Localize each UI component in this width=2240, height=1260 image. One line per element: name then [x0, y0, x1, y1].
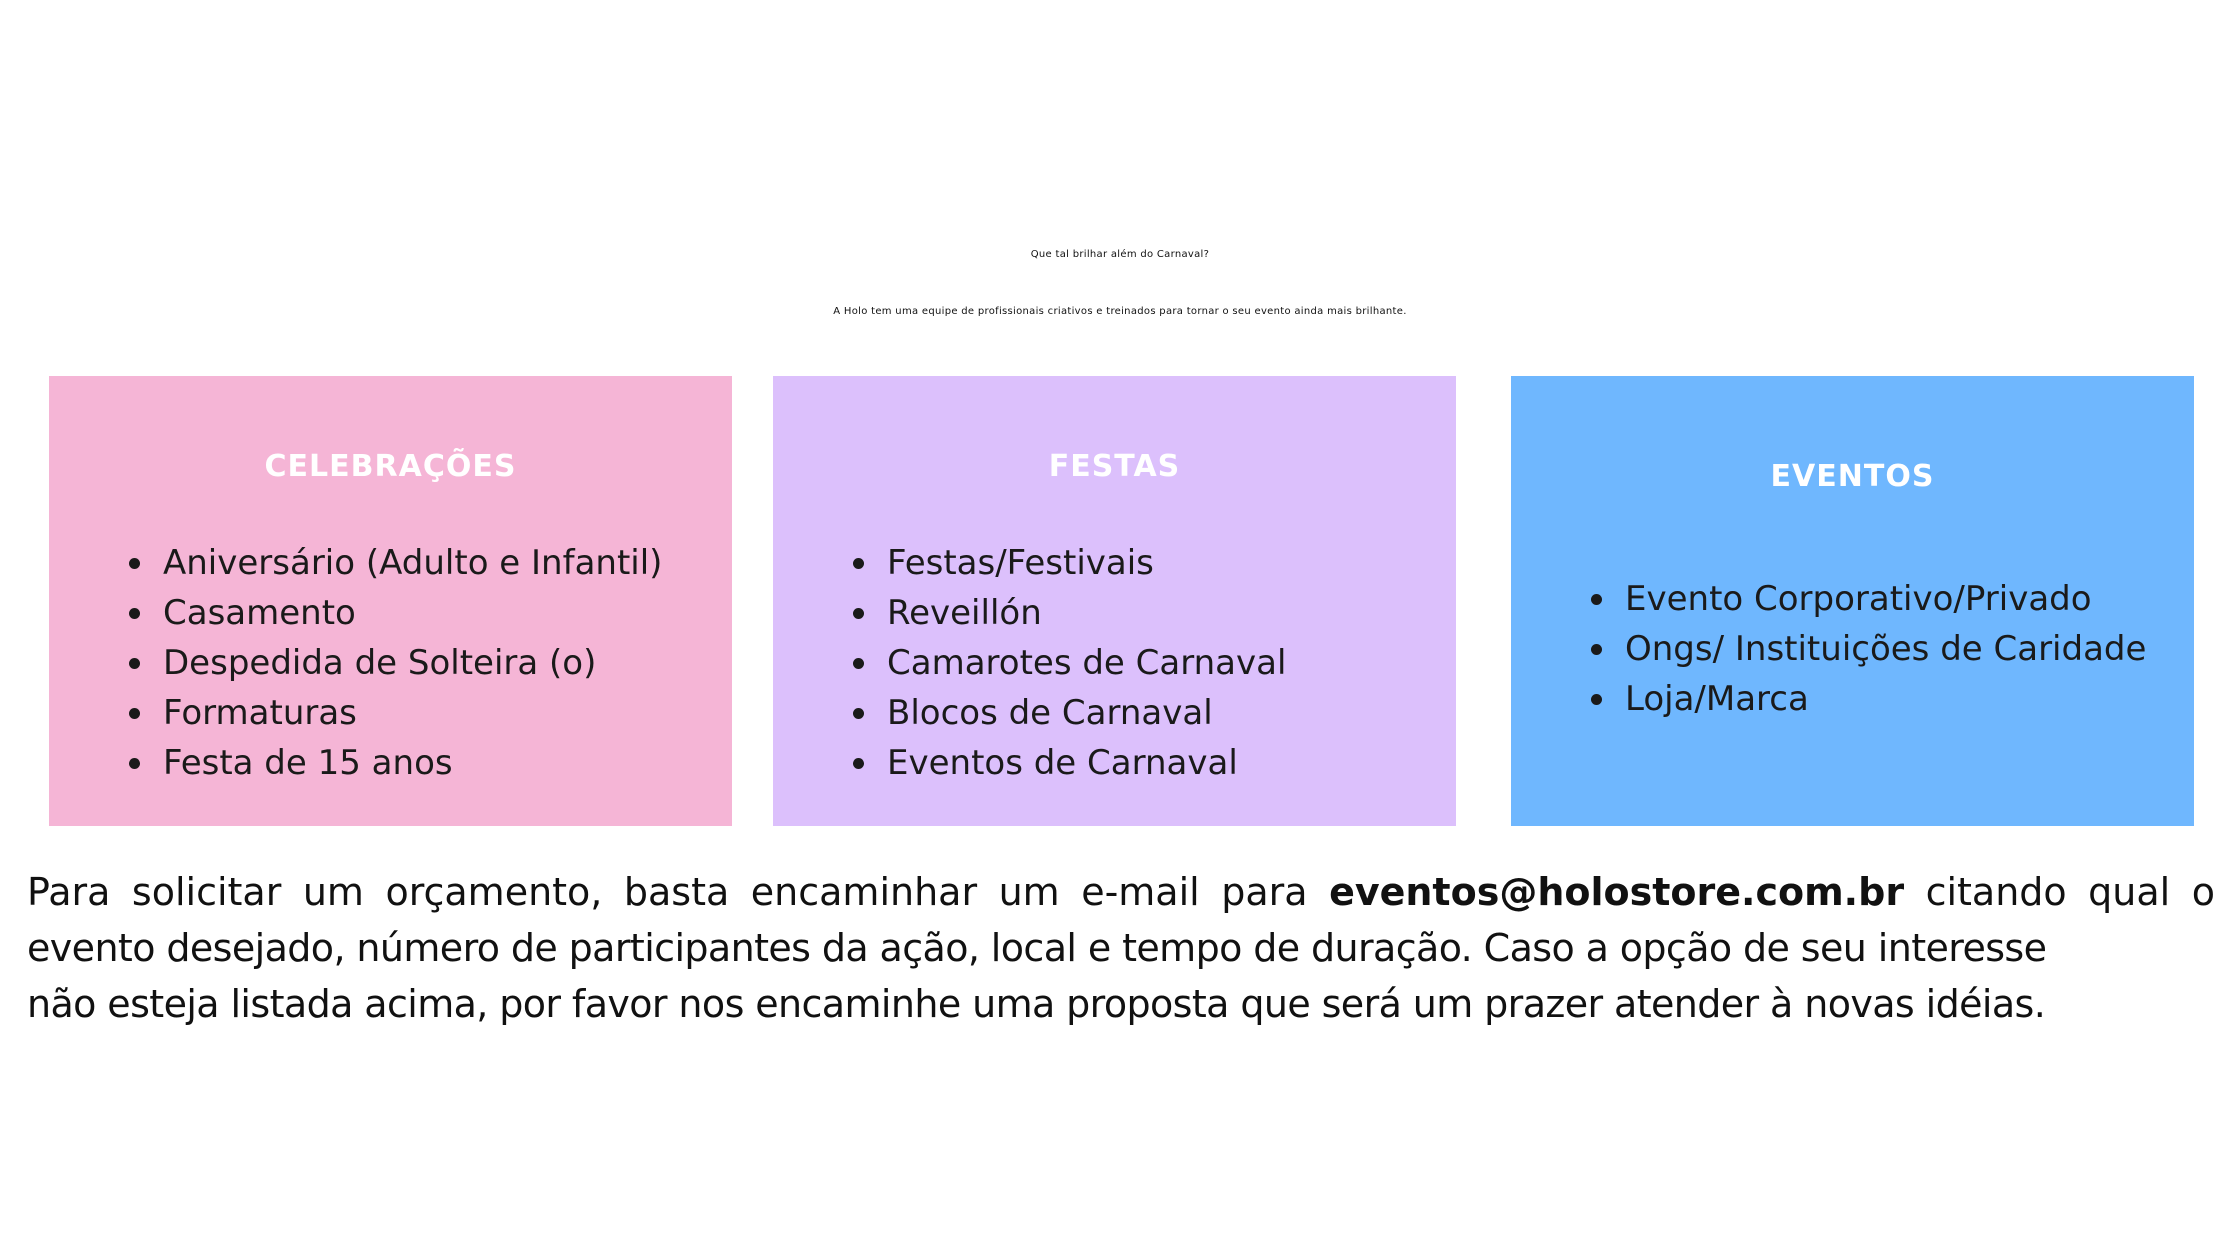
intro-text	[0, 226, 2240, 340]
list-item-label: Formaturas	[163, 693, 357, 733]
list-item	[129, 738, 662, 788]
list-item	[129, 638, 662, 688]
list-item	[853, 538, 1286, 588]
list-item-label: Camarotes de Carnaval	[887, 643, 1287, 683]
card-festas	[773, 376, 1456, 826]
intro-line-1: Que tal brilhar além do Carnaval?	[1030, 249, 1210, 260]
list-item	[129, 588, 662, 638]
list-item	[129, 688, 662, 738]
list-item-label: Loja/Marca	[1625, 679, 1809, 719]
bullet-icon	[1591, 594, 1602, 605]
bullet-icon	[129, 658, 140, 669]
list-item-label: Blocos de Carnaval	[887, 693, 1213, 733]
bullet-icon	[129, 708, 140, 719]
list-item-label: Reveillón	[887, 593, 1042, 633]
card-title-festas: FESTAS	[1048, 449, 1181, 484]
list-celebracoes	[129, 538, 662, 788]
list-item-label: Ongs/ Instituições de Caridade	[1625, 629, 2147, 669]
footer-line-1	[27, 864, 2215, 920]
card-eventos	[1511, 376, 2194, 826]
card-title-celebracoes: CELEBRAÇÕES	[264, 449, 517, 484]
list-item-label: Evento Corporativo/Privado	[1625, 579, 2092, 619]
bullet-icon	[853, 708, 864, 719]
footer-text	[27, 864, 2215, 1032]
footer-text-after-email: citando qual o	[1925, 870, 2215, 914]
list-item	[129, 538, 662, 588]
list-item	[853, 588, 1286, 638]
bullet-icon	[853, 608, 864, 619]
list-item-label: Eventos de Carnaval	[887, 743, 1238, 783]
card-celebracoes	[49, 376, 732, 826]
footer-line-2: evento desejado, número de participantes da ação, local e tempo de duração. Caso a opção de seu interesse	[27, 926, 2047, 970]
footer-text-before-email: Para solicitar um orçamento, basta encaminhar um e-mail para	[27, 870, 1308, 914]
list-item	[853, 688, 1286, 738]
list-item	[1591, 574, 2146, 624]
email-link[interactable]: eventos@holostore.com.br	[1329, 870, 1905, 914]
bullet-icon	[853, 758, 864, 769]
bullet-icon	[1591, 644, 1602, 655]
bullet-icon	[853, 658, 864, 669]
bullet-icon	[853, 558, 864, 569]
bullet-icon	[129, 608, 140, 619]
bullet-icon	[129, 558, 140, 569]
list-festas	[853, 538, 1286, 788]
list-item	[853, 738, 1286, 788]
list-item	[853, 638, 1286, 688]
card-title-eventos: EVENTOS	[1770, 459, 1935, 494]
list-item-label: Aniversário (Adulto e Infantil)	[163, 543, 663, 583]
list-item-label: Casamento	[163, 593, 356, 633]
bullet-icon	[1591, 694, 1602, 705]
list-item-label: Festa de 15 anos	[163, 743, 453, 783]
list-item	[1591, 624, 2146, 674]
bullet-icon	[129, 758, 140, 769]
list-item-label: Festas/Festivais	[887, 543, 1154, 583]
intro-line-2: A Holo tem uma equipe de profissionais criativos e treinados para tornar o seu evento ainda mais brilhante.	[833, 306, 1407, 317]
list-eventos	[1591, 574, 2146, 724]
list-item-label: Despedida de Solteira (o)	[163, 643, 597, 683]
footer-line-3: não esteja listada acima, por favor nos encaminhe uma proposta que será um prazer atender à novas idéias.	[27, 982, 2046, 1026]
list-item	[1591, 674, 2146, 724]
